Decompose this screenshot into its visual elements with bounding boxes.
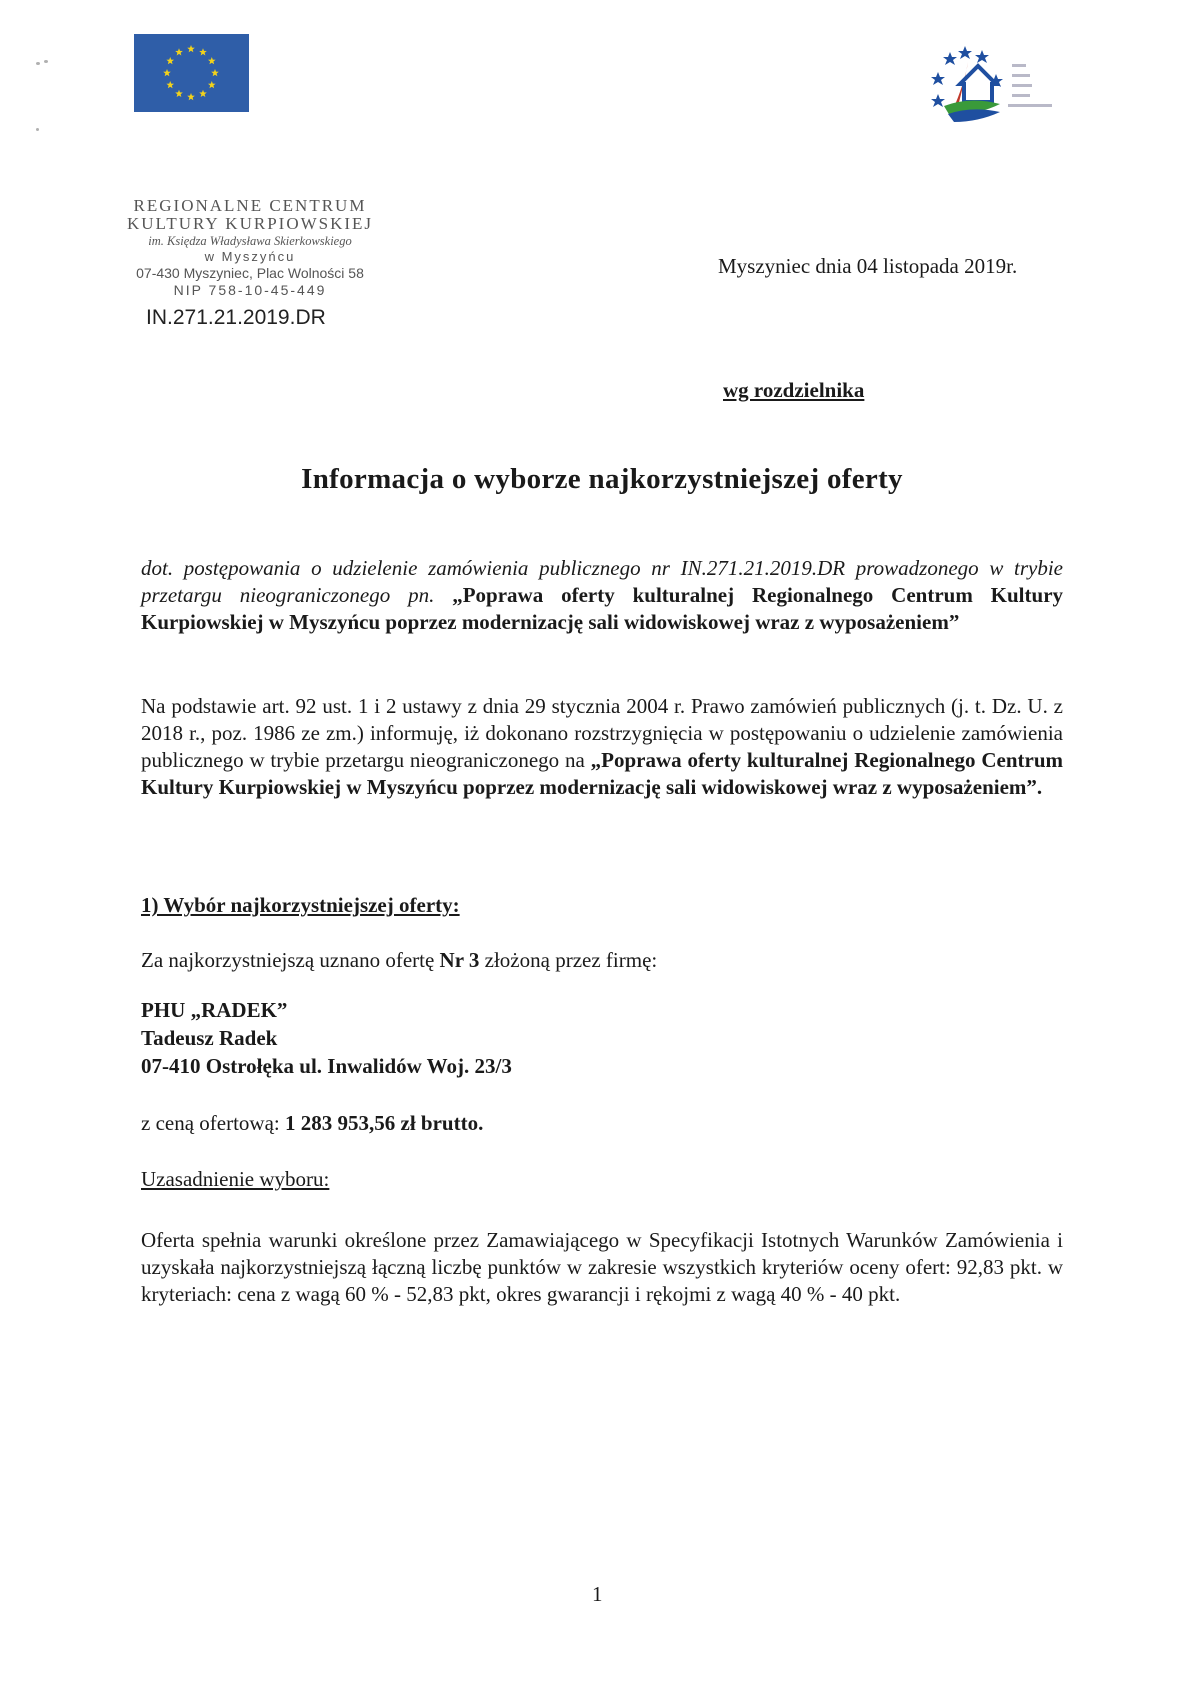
subject-intro: dot. postępowania o udzielenie zamówienia publicznego nr IN.271.21.2019.DR prowadzonego w trybie przetargu nieograniczonego pn. [141,556,1063,607]
scan-speck [44,60,48,63]
eu-star [187,93,195,100]
eu-star [208,81,216,88]
subject-paragraph [141,555,1063,636]
subject-project: „Poprawa oferty kulturalnej Regionalnego Centrum Kultury Kurpiowskiej w Myszyńcu poprzez modernizację sali widowiskowej wraz z wyposażeniem” [141,583,1064,634]
firm-details [141,996,512,1080]
price-value: 1 283 953,56 zł brutto. [285,1111,484,1135]
date-line: Myszyniec dnia 04 listopada 2019r. [718,254,1018,278]
firm-address: 07-410 Ostrołęka ul. Inwalidów Woj. 23/3 [141,1054,512,1078]
stamp-line: im. Księdza Władysława Skierkowskiego [148,234,352,248]
legal-basis-project: „Poprawa oferty kulturalnej Regionalnego Centrum Kultury Kurpiowskiej w Myszyńcu poprzez modernizację sali widowiskowej wraz z wyposażeniem”. [141,748,1063,799]
firm-owner: Tadeusz Radek [141,1026,278,1050]
stamp-line: KULTURY KURPIOWSKIEJ [126,214,374,233]
prow-logo [930,44,1070,124]
offer-number: Nr 3 [439,948,480,972]
offer-intro [141,948,657,973]
eu-star [166,57,174,64]
justification-paragraph: Oferta spełnia warunki określone przez Zamawiającego w Specyfikacji Istotnych Warunków Zamówienia i uzyskała najkorzystniejszą łączną liczbę punktów w zakresie wszystkich kryteriów oceny ofert: 92,83 pkt. w kryteriach: cena z wagą 60 % - 52,83 pkt, okres gwarancji i rękojmi z wagą 40 % - 40 pkt. [141,1228,1063,1306]
stamp-line: REGIONALNE CENTRUM [133,196,367,215]
eu-star [175,48,183,55]
eu-star [175,90,183,97]
institution-stamp [100,196,400,298]
eu-star [163,69,171,76]
prow-emblem-icon [930,44,1070,124]
stamp-line: 07-430 Myszyniec, Plac Wolności 58 [136,265,364,281]
eu-star [199,90,207,97]
eu-star [211,69,219,76]
document-title: Informacja o wyborze najkorzystniejszej oferty [301,463,903,495]
firm-name: PHU „RADEK” [141,998,288,1022]
offer-price [141,1111,483,1136]
eu-star [166,81,174,88]
eu-star [187,45,195,52]
addressee: wg rozdzielnika [723,378,865,402]
page-number: 1 [592,1582,603,1606]
legal-basis-text: Na podstawie art. 92 ust. 1 i 2 ustawy z dnia 29 stycznia 2004 r. Prawo zamówień publicznych (j. t. Dz. U. z 2018 r., poz. 1986 ze zm.) informuję, iż dokonano rozstrzygnięcia w postępowaniu o udzielenie zamówienia publicznego w trybie przetargu nieograniczonego na [141,694,1063,772]
legal-basis-paragraph [141,693,1063,801]
section-heading: 1) Wybór najkorzystniejszej oferty: [141,893,460,917]
eu-star [208,57,216,64]
offer-intro-text: złożoną przez firmę: [484,948,658,972]
scan-speck [36,62,40,65]
stamp-line: NIP 758-10-45-449 [173,282,327,298]
reference-number: IN.271.21.2019.DR [146,306,326,329]
eu-flag-logo [134,34,249,112]
stamp-line: w Myszyńcu [204,249,296,264]
price-label: z ceną ofertową: [141,1111,280,1135]
offer-intro-text: Za najkorzystniejszą uznano ofertę [141,948,435,972]
justification-heading: Uzasadnienie wyboru: [141,1167,330,1191]
scan-speck [36,128,39,131]
eu-star [199,48,207,55]
eu-stars-icon [134,34,249,112]
